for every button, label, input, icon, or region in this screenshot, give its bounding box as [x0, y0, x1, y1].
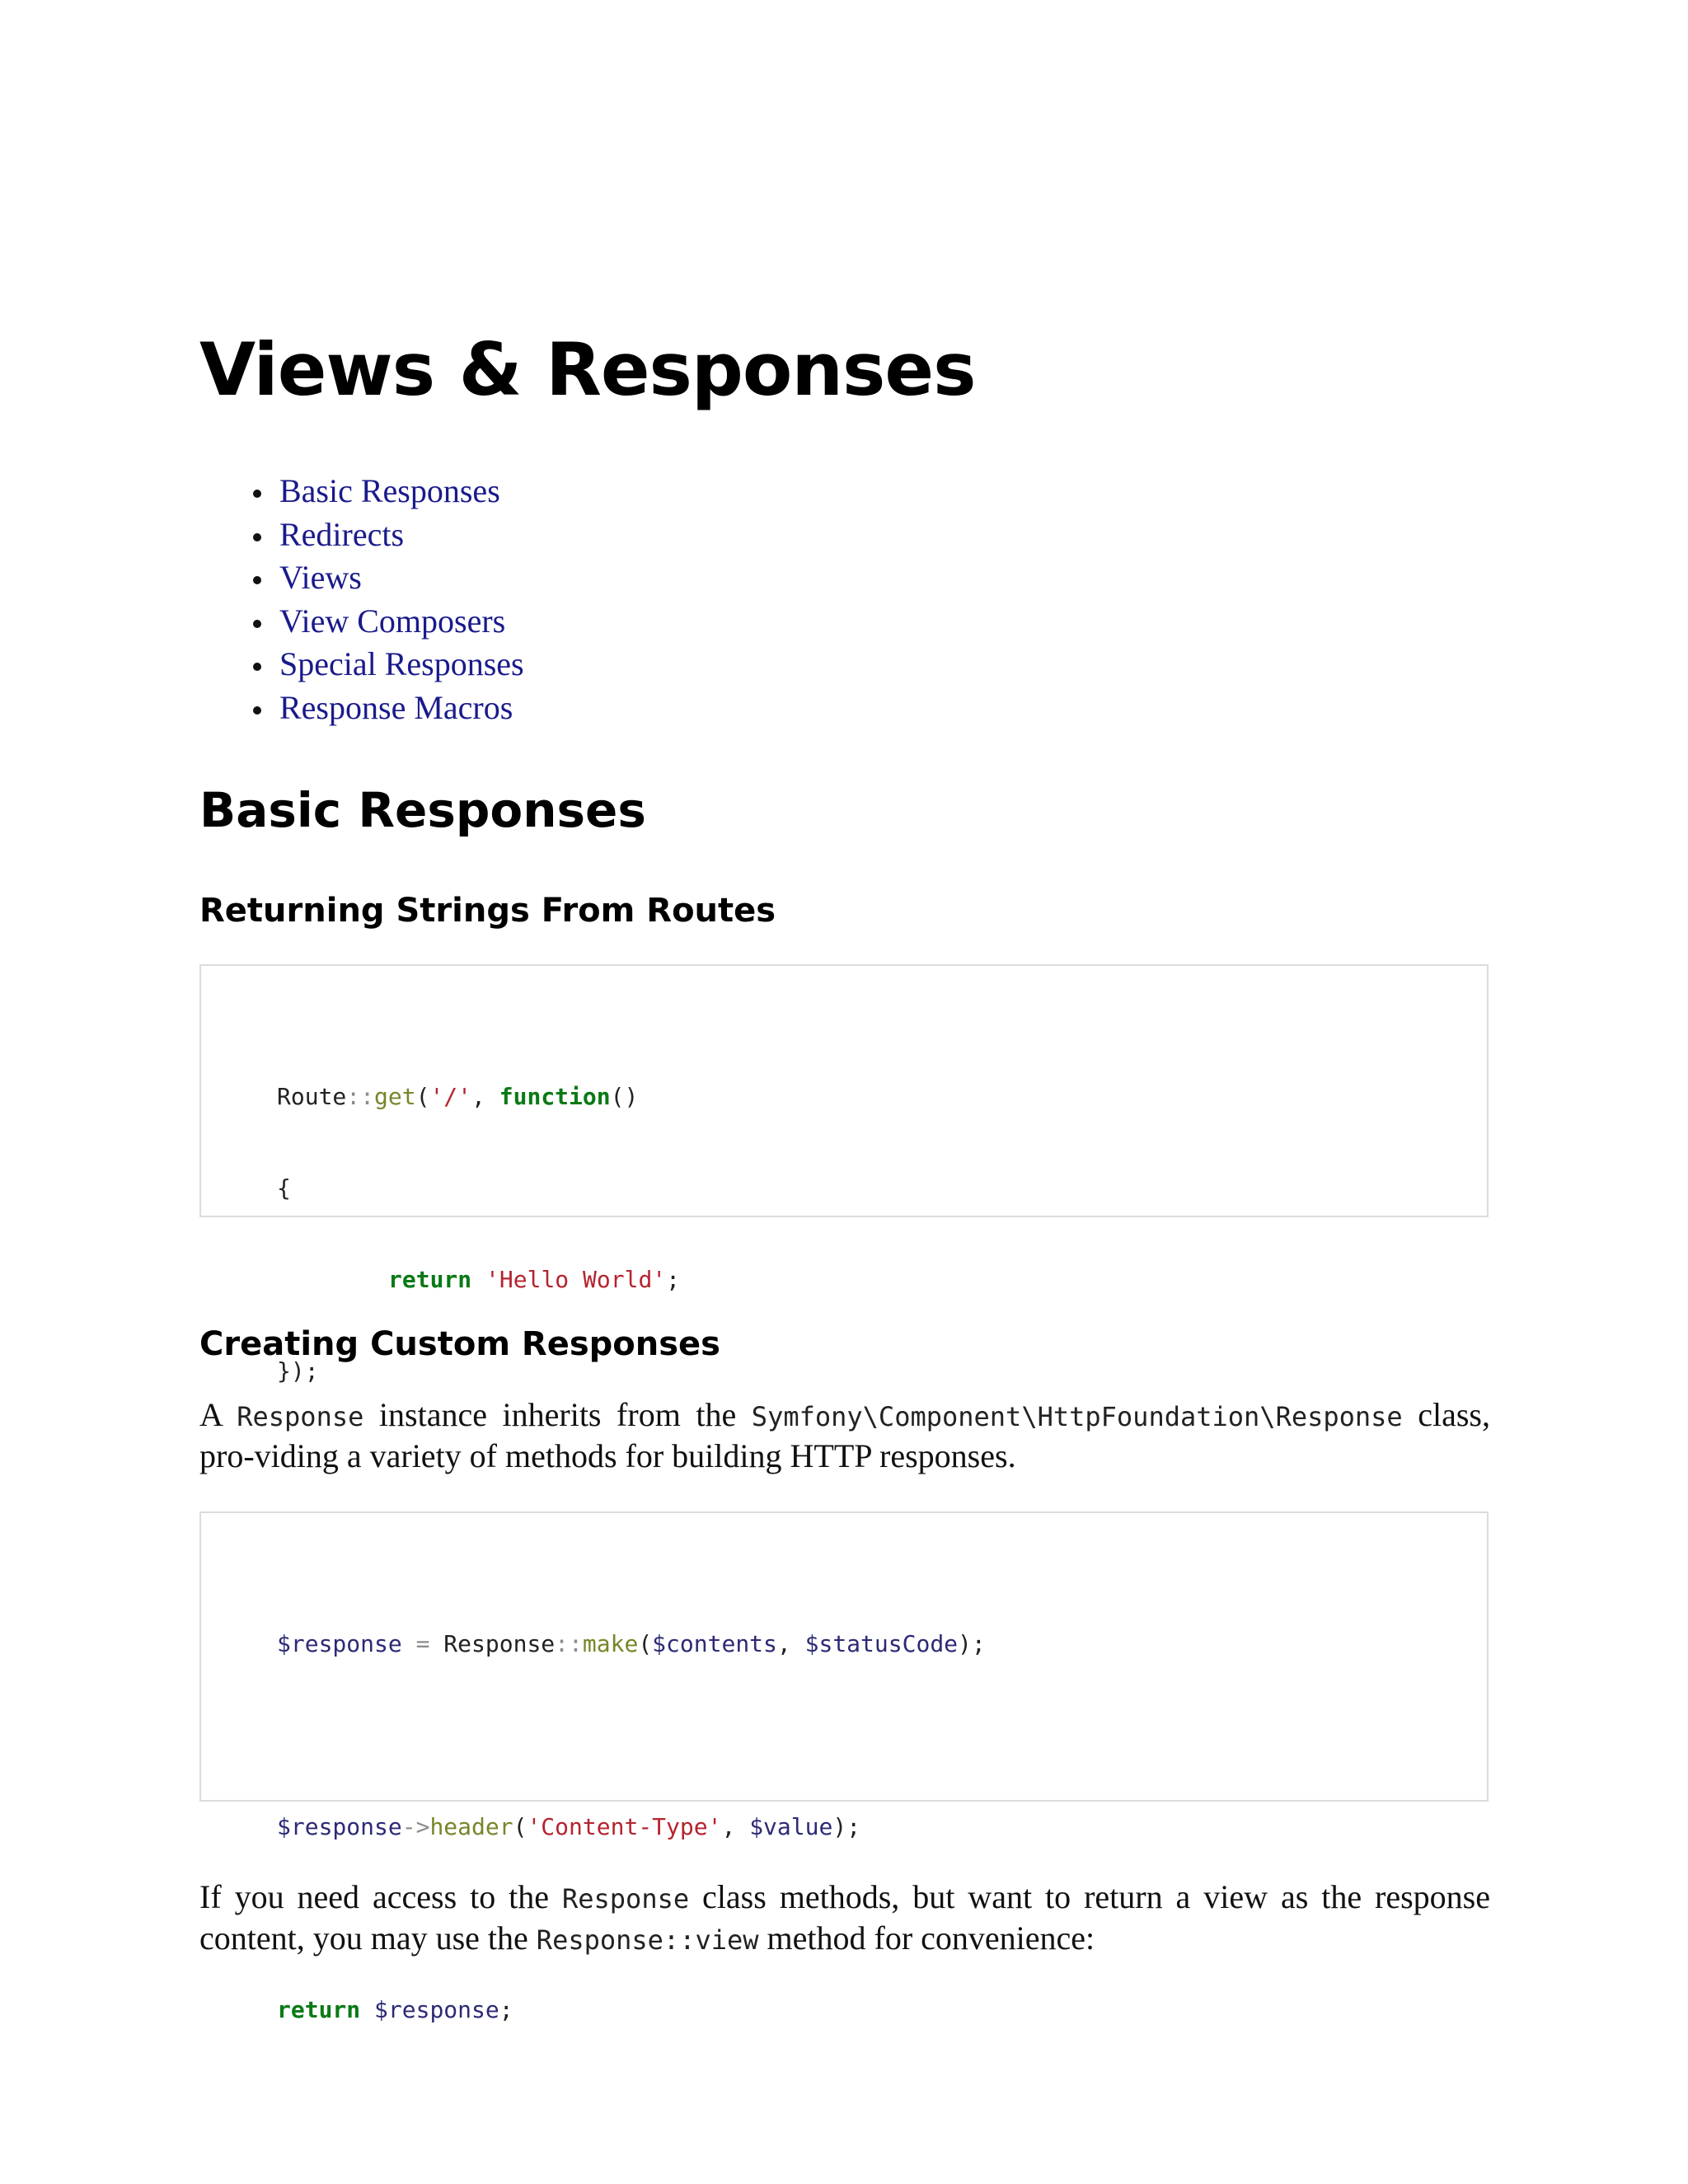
toc-link-redirects[interactable]: Redirects — [279, 515, 405, 553]
code-line: { — [277, 1174, 291, 1202]
code-content — [277, 1571, 986, 2083]
code-line: $response = Response::make($contents, $statusCode); — [277, 1630, 986, 1657]
code-content — [277, 1024, 680, 1444]
code-line: }); — [277, 1357, 319, 1385]
code-line: Route::get('/', function() — [277, 1083, 639, 1110]
paragraph-response-view: If you need access to the Response class methods, but want to return a view as the response content, you may use the Response::view method for convenience: — [199, 1878, 1490, 1957]
toc-item — [199, 556, 524, 600]
toc-link-response-macros[interactable]: Response Macros — [279, 688, 513, 726]
toc-item — [199, 643, 524, 687]
toc-item — [199, 513, 524, 557]
paragraph-response-inherits: A Response instance inherits from the Symfony\Component\HttpFoundation\Response class, pro-viding a variety of methods for building HTTP responses. — [199, 1396, 1490, 1474]
subheading-custom-responses: Creating Custom Responses — [199, 1325, 720, 1363]
code-line: return $response; — [277, 1996, 513, 2023]
toc-link-special-responses[interactable]: Special Responses — [279, 645, 524, 683]
toc-item — [199, 600, 524, 644]
toc-link-view-composers[interactable]: View Composers — [279, 602, 506, 640]
toc-item — [199, 687, 524, 730]
toc-link-views[interactable]: Views — [279, 559, 362, 597]
code-line: return 'Hello World'; — [388, 1266, 681, 1293]
toc-item — [199, 470, 524, 513]
subheading-returning-strings: Returning Strings From Routes — [199, 892, 776, 930]
page-title: Views & Responses — [199, 327, 976, 412]
table-of-contents — [199, 470, 524, 730]
section-heading-basic-responses: Basic Responses — [199, 782, 646, 838]
toc-link-basic-responses[interactable]: Basic Responses — [279, 472, 500, 509]
code-line: $response->header('Content-Type', $value); — [277, 1813, 861, 1840]
code-line-blank — [277, 1717, 986, 1754]
